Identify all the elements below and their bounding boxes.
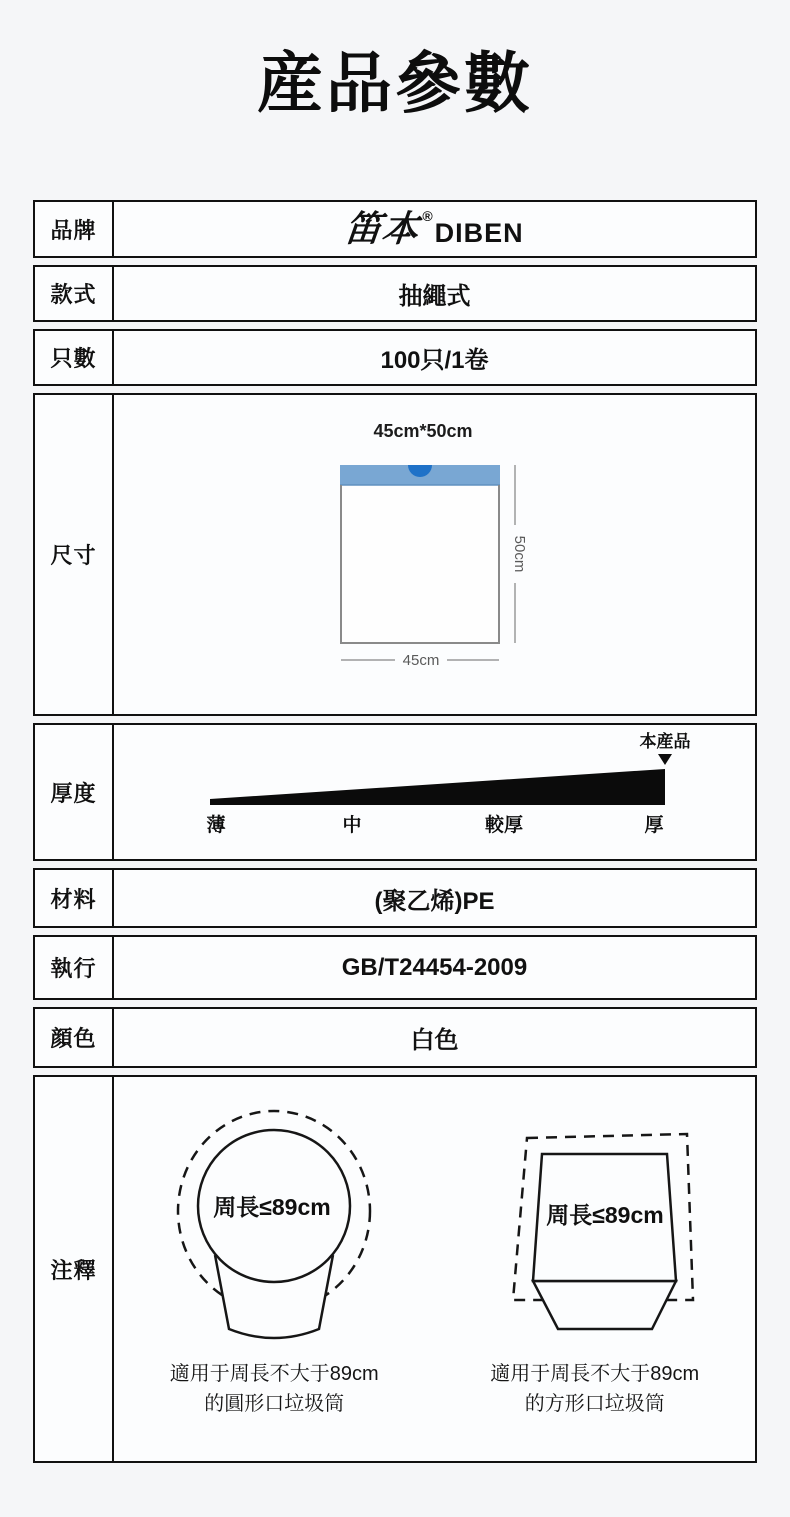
square-bin-diagram	[480, 1103, 710, 1347]
notes-cell	[114, 1077, 755, 1461]
note-square-bin	[440, 1103, 750, 1461]
row-color	[33, 1007, 757, 1068]
page-title: 産品參數	[257, 46, 533, 120]
standard-value: GB/T24454-2009	[341, 953, 528, 981]
thickness-scale-medium: 中	[342, 815, 362, 836]
spec-table	[33, 200, 757, 1463]
row-brand	[33, 200, 757, 258]
size-dimensions-text: 45cm*50cm	[372, 421, 473, 441]
row-thickness	[33, 723, 757, 861]
thickness-scale-thicker: 較厚	[484, 815, 524, 836]
square-bin-body	[533, 1281, 676, 1329]
thickness-label: 厚度	[35, 725, 114, 859]
width-dim-text: 45cm	[402, 652, 439, 669]
brand-logo-en: DIBEN	[434, 218, 524, 248]
brand-logo-cn: 笛本	[343, 208, 422, 249]
bag-size-diagram	[235, 395, 635, 695]
brand-label: 品牌	[35, 202, 114, 256]
row-standard	[33, 935, 757, 1000]
thickness-wedge-diagram	[114, 725, 755, 859]
height-dim-text: 50cm	[510, 535, 528, 573]
square-bin-caption	[490, 1359, 699, 1419]
style-label: 款式	[35, 267, 114, 320]
note-round-bin	[119, 1103, 429, 1461]
thickness-diagram-cell	[114, 725, 755, 859]
square-bin-caption-line2: 的方形口垃圾筒	[524, 1393, 665, 1415]
thickness-wedge	[210, 769, 665, 805]
brand-logo	[343, 208, 524, 249]
row-notes	[33, 1075, 757, 1463]
color-value: 白色	[410, 1027, 459, 1054]
bag-body	[341, 465, 499, 643]
size-label: 尺寸	[35, 395, 114, 714]
count-label: 只數	[35, 331, 114, 384]
material-value: (聚乙烯)PE	[374, 887, 495, 915]
brand-value	[114, 202, 755, 256]
thickness-scale-thick: 厚	[644, 815, 664, 836]
notes-label: 注釋	[35, 1077, 114, 1461]
round-bin-girth-text: 周長≤89cm	[213, 1194, 331, 1220]
down-arrow-icon	[658, 754, 672, 765]
round-bin-diagram	[159, 1103, 389, 1347]
size-diagram-cell	[114, 395, 755, 714]
standard-label: 執行	[35, 937, 114, 998]
registered-trademark-icon: ®	[422, 208, 433, 224]
round-bin-caption-line2: 的圓形口垃圾筒	[204, 1393, 345, 1415]
count-value: 100只/1卷	[380, 347, 489, 374]
row-size	[33, 393, 757, 716]
square-bin-caption-line1: 適用于周長不大于89cm	[490, 1363, 700, 1385]
product-marker-text: 本産品	[639, 732, 691, 751]
round-bin-caption	[170, 1359, 379, 1419]
row-count	[33, 329, 757, 386]
style-value: 抽繩式	[398, 283, 471, 310]
row-style	[33, 265, 757, 322]
square-bin-girth-text: 周長≤89cm	[546, 1202, 664, 1228]
thickness-scale-thin: 薄	[206, 815, 226, 836]
material-label: 材料	[35, 870, 114, 926]
round-bin-caption-line1: 適用于周長不大于89cm	[169, 1363, 379, 1385]
row-material	[33, 868, 757, 928]
color-label: 顔色	[35, 1009, 114, 1066]
